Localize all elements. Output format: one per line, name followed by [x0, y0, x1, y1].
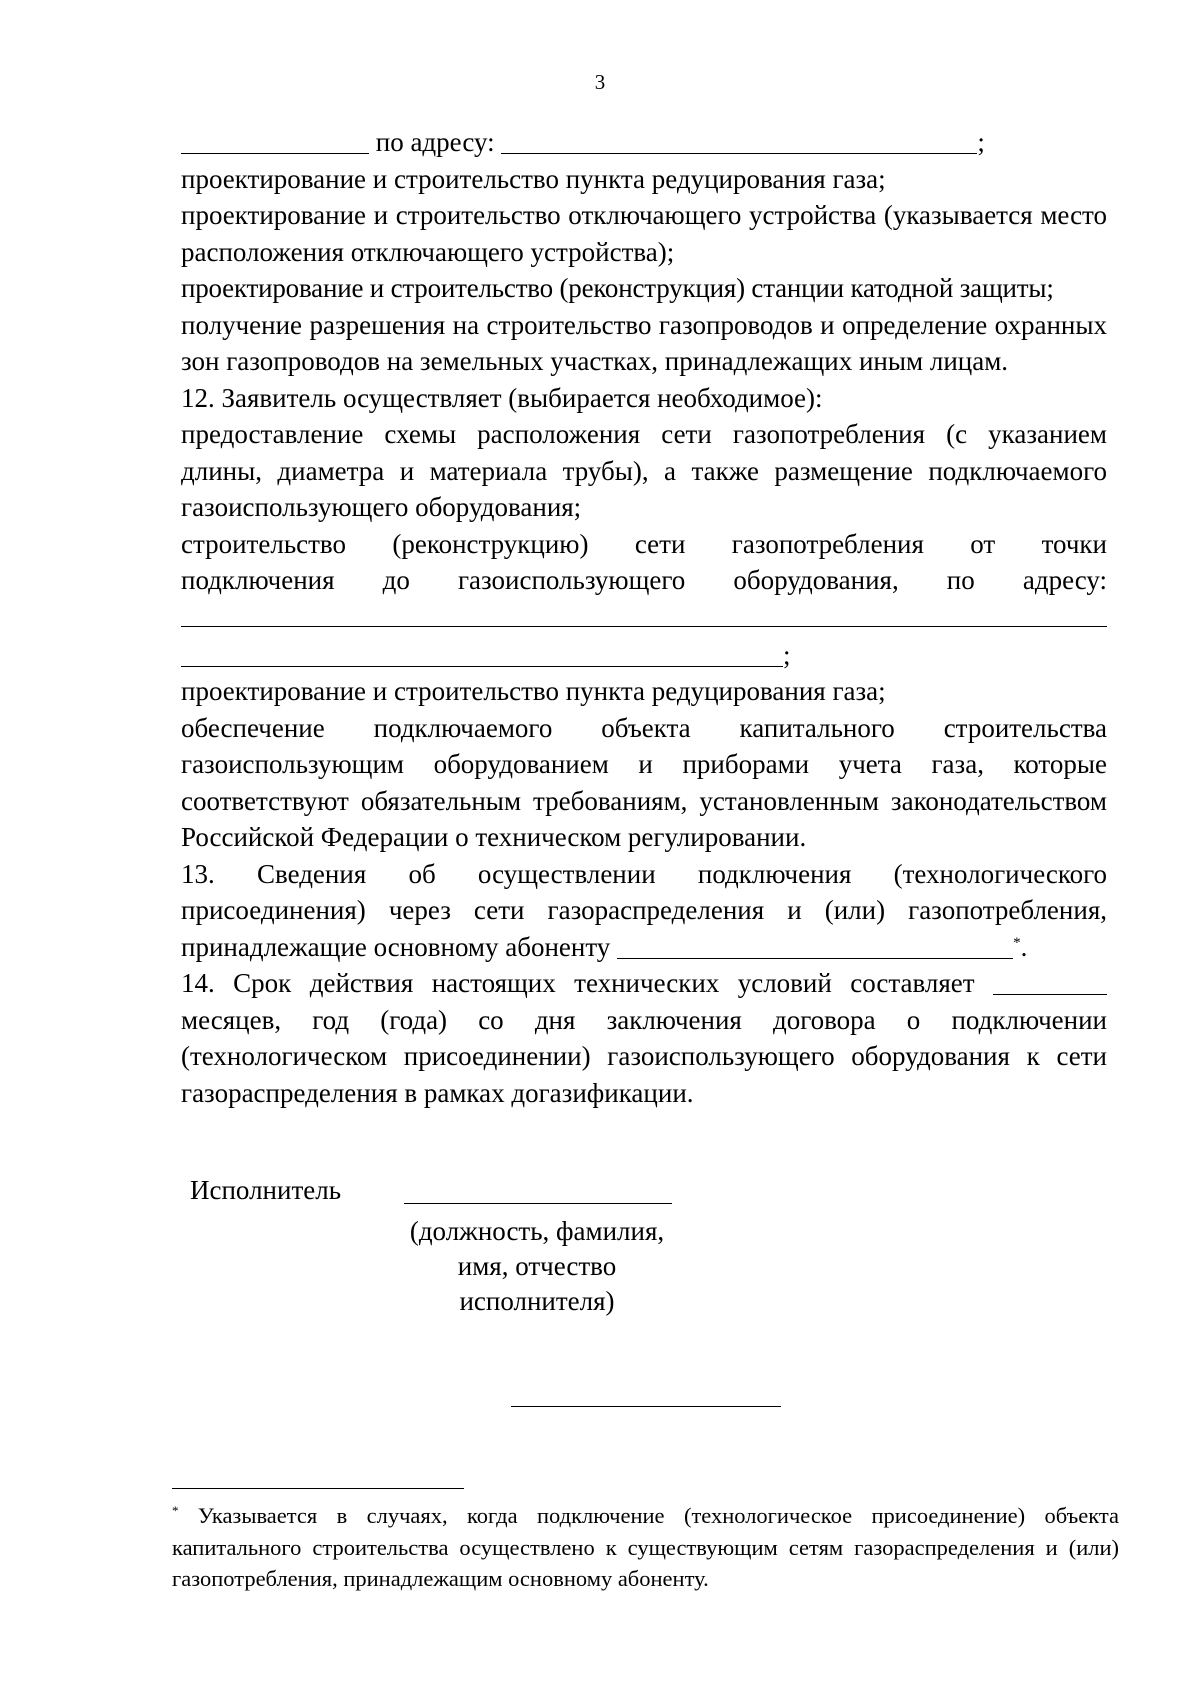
section-12-item-reduction-point: проектирование и строительство пункта редуцирования газа;: [181, 676, 886, 706]
address-blank-end: ;: [783, 639, 791, 670]
section-12-heading: 12. Заявитель осуществляет (выбирается необходимое):: [181, 382, 823, 413]
address-end: ;: [977, 127, 985, 157]
section-13: [181, 856, 1107, 966]
subscriber-blank-field[interactable]: [617, 931, 1013, 959]
signature-caption-line2: имя, отчество: [457, 1251, 617, 1281]
footnote-mark: *: [172, 1503, 179, 1518]
footnote-reference: *: [1013, 934, 1021, 951]
signature-label: Исполнитель: [190, 1175, 342, 1205]
end-of-document-line: [511, 1406, 781, 1407]
footnote-separator: [172, 1488, 464, 1489]
address-blank-line[interactable]: [181, 599, 1107, 627]
address-line: [181, 124, 1107, 161]
address-label: по адресу:: [375, 127, 495, 157]
address-blank-field-2[interactable]: [181, 639, 783, 667]
section-13-text: 13. Сведения об осуществлении подключения (технологического присоединения) через сети газораспределения и (или) газопотребления, принадлежащие основному абоненту: [181, 858, 1107, 962]
section-14: [181, 965, 1107, 1111]
page-number: 3: [594, 70, 606, 94]
section-12-item-equipment: обеспечение подключаемого объекта капитального строительства газоиспользующим оборудованием и приборами учета газа, которые соответствуют обязательным требованиям, установленным законодательством Российской Федерации о техническом регулировании.: [181, 712, 1107, 852]
address-blank-field[interactable]: [501, 126, 977, 154]
list-item-reduction-point: проектирование и строительство пункта редуцирования газа;: [181, 163, 886, 194]
section-14-text-after: месяцев, год (года) со дня заключения договора о подключении (технологическом присоединении) газоиспользующего оборудования к сети газораспределения в рамках догазификации.: [181, 1004, 1107, 1108]
signature-caption-line1: (должность, фамилия,: [409, 1216, 665, 1246]
signature-caption-line3: исполнителя): [459, 1286, 615, 1316]
list-item-cathodic-station: проектирование и строительство (реконструкция) станции катодной защиты;: [181, 273, 1054, 303]
address-blank-line-2: [181, 637, 1107, 674]
term-blank-field[interactable]: [993, 967, 1107, 995]
section-12-item-construction-line1: строительство (реконструкцию) сети газопотребления от точки: [181, 528, 1107, 559]
footnote-text: Указывается в случаях, когда подключение (технологическое присоединение) объекта капитального строительства осуществлено к существующим сетям газораспределения и (или) газопотребления, принадлежащим основному абоненту.: [172, 1503, 1119, 1591]
footnote: [172, 1500, 1119, 1595]
signature-line[interactable]: [404, 1203, 672, 1204]
section-13-end: .: [1020, 931, 1028, 962]
document-body: [181, 124, 1107, 1111]
blank-field[interactable]: [181, 126, 369, 154]
signature-caption: [392, 1214, 682, 1319]
section-14-text-before: 14. Срок действия настоящих технических условий составляет: [181, 968, 975, 998]
list-item-shutoff-device: проектирование и строительство отключающего устройства (указывается место расположения отключающего устройства);: [181, 200, 1107, 267]
list-item-permit: получение разрешения на строительство газопроводов и определение охранных зон газопроводов на земельных участках, принадлежащих иным лицам.: [181, 309, 1107, 376]
section-12-item-scheme: предоставление схемы расположения сети газопотребления (с указанием длины, диаметра и материала трубы), а также размещение подключаемого газоиспользующего оборудования;: [181, 419, 1107, 522]
section-12-item-construction-line2: подключения до газоиспользующего оборудования, по адресу:: [181, 565, 1107, 595]
